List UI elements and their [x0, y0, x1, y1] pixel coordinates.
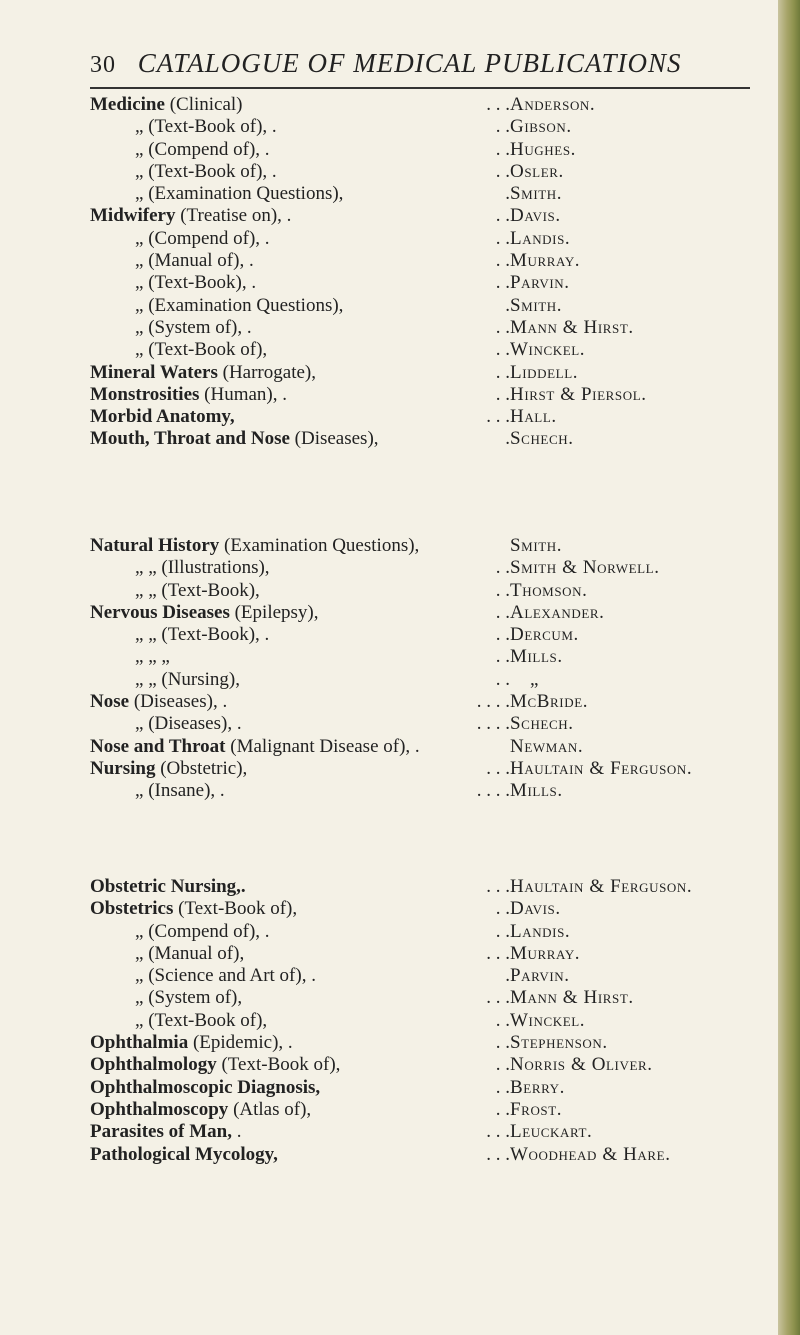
header-rule: [90, 87, 750, 89]
entry-heading: „: [135, 250, 144, 272]
entry-author: „: [530, 668, 540, 690]
leader-dots: . . . .: [476, 713, 510, 735]
catalogue-entry: [90, 295, 770, 317]
entry-qualifier: (Text-Book of),: [178, 898, 298, 920]
entry-heading: Nervous Diseases: [90, 601, 230, 623]
catalogue-section-1: [90, 94, 770, 451]
catalogue-entry: [90, 987, 770, 1009]
entry-author: Davis.: [510, 205, 561, 227]
catalogue-section-3: [90, 876, 770, 1166]
entry-author: McBride.: [510, 691, 589, 713]
entry-qualifier: „ (Illustrations),: [148, 557, 270, 579]
leader-dots: . .: [495, 624, 510, 646]
entry-qualifier: (Compend of), .: [148, 138, 270, 160]
catalogue-entry: [90, 339, 770, 361]
entry-author: Parvin.: [510, 965, 570, 987]
catalogue-entry: [90, 1099, 770, 1121]
leader-dots: .: [505, 183, 510, 205]
entry-qualifier: (Text-Book of), .: [148, 160, 277, 182]
leader-dots: .: [505, 965, 510, 987]
page-number: 30: [90, 52, 116, 78]
entry-author: Schech.: [510, 713, 574, 735]
entry-heading: Midwifery: [90, 205, 176, 227]
leader-dots: . .: [495, 1032, 510, 1054]
entry-subject: [90, 535, 419, 557]
catalogue-entry: [90, 758, 770, 780]
entry-qualifier: (Text-Book), .: [148, 272, 257, 294]
entry-author: Smith & Norwell.: [510, 557, 660, 579]
entry-qualifier: (Manual of), .: [148, 250, 254, 272]
entry-heading: „: [135, 138, 144, 160]
entry-qualifier: (Examination Questions),: [148, 294, 344, 316]
entry-heading: „: [135, 1009, 144, 1031]
catalogue-entry: [90, 1077, 770, 1099]
catalogue-entry: [90, 1054, 770, 1076]
entry-heading: Mineral Waters: [90, 361, 218, 383]
leader-dots: .: [505, 294, 510, 316]
entry-author: Thomson.: [510, 579, 588, 601]
leader-dots: . . . .: [476, 691, 510, 713]
entry-heading: „: [135, 183, 144, 205]
catalogue-entry: [90, 428, 770, 450]
entry-heading: „: [135, 316, 144, 338]
entry-heading: Pathological Mycology,: [90, 1143, 278, 1165]
entry-heading: „: [135, 920, 144, 942]
leader-dots: . .: [495, 316, 510, 338]
catalogue-entry: [90, 317, 770, 339]
leader-dots: . .: [495, 272, 510, 294]
leader-dots: . .: [495, 227, 510, 249]
entry-qualifier: (Diseases), .: [148, 713, 242, 735]
entry-author: Norris & Oliver.: [510, 1054, 653, 1076]
entry-heading: „: [135, 713, 144, 735]
entry-author: Liddell.: [510, 361, 579, 383]
entry-author: Haultain & Ferguson.: [510, 757, 693, 779]
entry-author: Hughes.: [510, 138, 577, 160]
catalogue-entry: [90, 557, 770, 579]
leader-dots: . . .: [486, 876, 510, 897]
leader-dots: . .: [495, 646, 510, 668]
entry-heading: Natural History: [90, 535, 220, 556]
entry-author: Hirst & Piersol.: [510, 383, 647, 405]
entry-author: Osler.: [510, 160, 564, 182]
catalogue-entry: [90, 1144, 770, 1166]
leader-dots: . .: [495, 339, 510, 361]
entry-heading: Ophthalmoscopic Diagnosis,: [90, 1076, 321, 1098]
leader-dots: . . .: [486, 757, 510, 779]
entry-qualifier: „ (Nursing),: [148, 668, 240, 690]
leader-dots: . .: [495, 579, 510, 601]
entry-heading: Nose and Throat: [90, 735, 226, 757]
leader-dots: . .: [495, 160, 510, 182]
catalogue-entry: [90, 228, 770, 250]
entry-heading: „: [135, 339, 144, 361]
entry-author: Winckel.: [510, 339, 586, 361]
entry-heading: „: [135, 668, 144, 690]
entry-author: Smith.: [510, 535, 563, 556]
entry-author: Davis.: [510, 898, 561, 920]
page-title: CATALOGUE OF MEDICAL PUBLICATIONS: [137, 48, 682, 78]
leader-dots: .: [505, 428, 510, 450]
leader-dots: . .: [495, 920, 510, 942]
catalogue-entry: [90, 384, 770, 406]
entry-author: Dercum.: [510, 624, 579, 646]
catalogue-entry: [90, 94, 770, 116]
catalogue-entry: [90, 139, 770, 161]
entry-qualifier: (Manual of),: [148, 942, 245, 964]
entry-qualifier: (Human), .: [204, 383, 288, 405]
entry-heading: „: [135, 646, 144, 668]
entry-heading: „: [135, 579, 144, 601]
entry-qualifier: (System of), .: [148, 316, 252, 338]
entry-author: Anderson.: [510, 94, 596, 115]
leader-dots: . .: [495, 1009, 510, 1031]
leader-dots: . .: [495, 1076, 510, 1098]
leader-dots: . .: [495, 898, 510, 920]
entry-qualifier: (Malignant Disease of), .: [230, 735, 420, 757]
catalogue-entry: [90, 1032, 770, 1054]
catalogue-entry: [90, 116, 770, 138]
entry-heading: Mouth, Throat and Nose: [90, 428, 290, 450]
catalogue-entry: [90, 272, 770, 294]
entry-author: Murray.: [510, 942, 581, 964]
leader-dots: . .: [495, 601, 510, 623]
leader-dots: . .: [495, 1054, 510, 1076]
entry-author: Mann & Hirst.: [510, 987, 634, 1009]
leader-dots: . .: [495, 668, 510, 690]
entry-qualifier: (Epidemic), .: [192, 1032, 293, 1054]
leader-dots: . .: [495, 361, 510, 383]
entry-heading: „: [135, 965, 144, 987]
entry-heading: Ophthalmoscopy: [90, 1098, 229, 1120]
entry-heading: „: [135, 116, 144, 138]
entry-qualifier: (Insane), .: [148, 780, 225, 802]
entry-qualifier: (Epilepsy),: [234, 601, 319, 623]
entry-qualifier: „ (Text-Book), .: [148, 624, 270, 646]
entry-author: Berry.: [510, 1076, 565, 1098]
entry-qualifier: (Text-Book of), .: [148, 116, 277, 138]
catalogue-section-2: [90, 535, 770, 803]
entry-qualifier: (Examination Questions),: [224, 535, 420, 556]
catalogue-entry: [90, 921, 770, 943]
entry-author: Murray.: [510, 250, 581, 272]
catalogue-entry: [90, 943, 770, 965]
catalogue-entry: [90, 406, 770, 428]
entry-heading: „: [135, 624, 144, 646]
entry-qualifier: (Compend of), .: [148, 920, 270, 942]
catalogue-entry: [90, 713, 770, 735]
leader-dots: . . .: [486, 1143, 510, 1165]
entry-heading: Ophthalmology: [90, 1054, 217, 1076]
entry-qualifier: (Clinical): [169, 94, 243, 115]
entry-qualifier: (Examination Questions),: [148, 183, 344, 205]
leader-dots: . . .: [486, 1121, 510, 1143]
entry-author: Hall.: [510, 406, 557, 428]
entry-author: Mills.: [510, 780, 563, 802]
leader-dots: . .: [495, 116, 510, 138]
catalogue-entry: [90, 362, 770, 384]
catalogue-entry: [90, 250, 770, 272]
entry-heading: „: [135, 780, 144, 802]
entry-heading: Monstrosities: [90, 383, 200, 405]
entry-heading: Nose: [90, 691, 130, 713]
entry-author: Landis.: [510, 227, 571, 249]
catalogue-entry: [90, 535, 770, 557]
catalogue-entry: [90, 183, 770, 205]
entry-qualifier: (Compend of), .: [148, 227, 270, 249]
entry-author: Smith.: [510, 294, 563, 316]
entry-author: Winckel.: [510, 1009, 586, 1031]
entry-heading: „: [135, 987, 144, 1009]
leader-dots: . . .: [486, 94, 510, 115]
catalogue-entry: [90, 876, 770, 898]
page-edge-binding: [778, 0, 800, 1335]
catalogue-entry: [90, 205, 770, 227]
entry-author: Mann & Hirst.: [510, 316, 634, 338]
entry-subject: [90, 736, 420, 758]
entry-qualifier: .: [236, 1121, 242, 1143]
entry-author: Parvin.: [510, 272, 570, 294]
entry-heading: Parasites of Man,: [90, 1121, 232, 1143]
entry-qualifier: (Treatise on), .: [180, 205, 292, 227]
entry-qualifier: (Science and Art of), .: [148, 965, 316, 987]
entry-heading: „: [135, 557, 144, 579]
entry-author: Landis.: [510, 920, 571, 942]
entry-heading: Nursing: [90, 757, 156, 779]
entry-qualifier: (Atlas of),: [233, 1098, 312, 1120]
catalogue-entry: [90, 898, 770, 920]
entry-qualifier: (Text-Book of),: [221, 1054, 341, 1076]
entry-heading: „: [135, 272, 144, 294]
leader-dots: . . . .: [476, 780, 510, 802]
entry-qualifier: (Text-Book of),: [148, 1009, 268, 1031]
entry-author: Frost.: [510, 1098, 563, 1120]
entry-author: Stephenson.: [510, 1032, 608, 1054]
catalogue-entry: [90, 736, 770, 758]
entry-heading: Morbid Anatomy,: [90, 406, 235, 428]
entry-author: Alexander.: [510, 601, 605, 623]
entry-author: Smith.: [510, 183, 563, 205]
catalogue-entry: [90, 580, 770, 602]
entry-heading: „: [135, 942, 144, 964]
entry-qualifier: (Text-Book of),: [148, 339, 268, 361]
entry-qualifier: „ „: [148, 646, 170, 668]
entry-heading: Ophthalmia: [90, 1032, 189, 1054]
catalogue-entry: [90, 624, 770, 646]
entry-heading: „: [135, 294, 144, 316]
entry-qualifier: (System of),: [148, 987, 243, 1009]
leader-dots: . .: [495, 250, 510, 272]
entry-author: Woodhead & Hare.: [510, 1143, 671, 1165]
entry-author: Schech.: [510, 428, 574, 450]
catalogue-entry: [90, 965, 770, 987]
entry-heading: Obstetrics: [90, 898, 174, 920]
catalogue-entry: [90, 669, 770, 691]
page-header: [90, 48, 740, 79]
entry-heading: Obstetric Nursing,.: [90, 876, 246, 897]
entry-author: Leuckart.: [510, 1121, 593, 1143]
entry-heading: „: [135, 227, 144, 249]
leader-dots: . . .: [486, 406, 510, 428]
catalogue-entry: [90, 1010, 770, 1032]
leader-dots: . .: [495, 1098, 510, 1120]
entry-qualifier: (Harrogate),: [222, 361, 316, 383]
leader-dots: . .: [495, 557, 510, 579]
catalogue-entry: [90, 646, 770, 668]
entry-qualifier: „ (Text-Book),: [148, 579, 260, 601]
leader-dots: . .: [495, 138, 510, 160]
entry-qualifier: (Diseases), .: [133, 691, 228, 713]
catalogue-entry: [90, 1121, 770, 1143]
entry-author: Mills.: [510, 646, 563, 668]
leader-dots: . .: [495, 205, 510, 227]
catalogue-entry: [90, 602, 770, 624]
leader-dots: . . .: [486, 987, 510, 1009]
entry-author: Haultain & Ferguson.: [510, 876, 693, 897]
entry-author: Newman.: [510, 735, 584, 757]
leader-dots: . .: [495, 383, 510, 405]
catalogue-entry: [90, 161, 770, 183]
entry-heading: „: [135, 160, 144, 182]
catalogue-entry: [90, 691, 770, 713]
entry-author: Gibson.: [510, 116, 572, 138]
entry-qualifier: (Obstetric),: [160, 757, 248, 779]
entry-heading: Medicine: [90, 94, 165, 115]
entry-qualifier: (Diseases),: [294, 428, 379, 450]
catalogue-entry: [90, 780, 770, 802]
leader-dots: . . .: [486, 942, 510, 964]
